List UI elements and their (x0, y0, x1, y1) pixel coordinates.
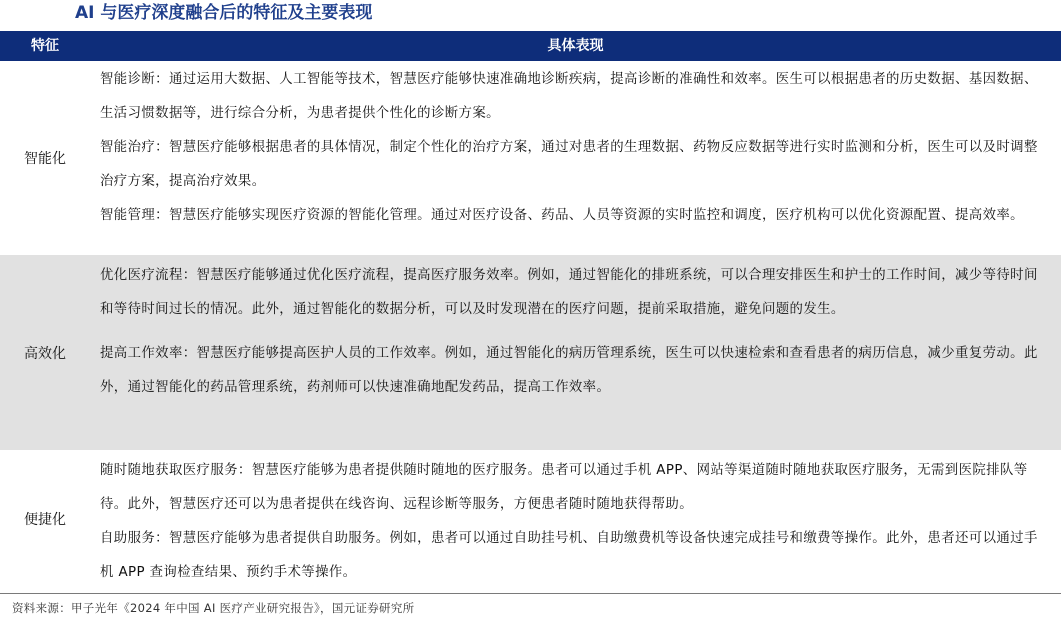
feature-cell: 高效化 (24, 345, 66, 362)
description-cell (100, 63, 1047, 233)
header-description: 具体表现 (547, 38, 604, 54)
table-header (0, 31, 1061, 61)
description-item: 优化医疗流程：智慧医疗能够通过优化医疗流程，提高医疗服务效率。例如，通过智能化的排班系统，可以合理安排医生和护士的工作时间，减少等待时间和等待时间过长的情况。此外，通过智能化的数据分析，可以及时发现潜在的医疗问题，提前采取措施，避免问题的发生。 (100, 268, 1038, 317)
feature-table (0, 31, 1061, 588)
description-item: 智能管理：智慧医疗能够实现医疗资源的智能化管理。通过对医疗设备、药品、人员等资源的实时监控和调度，医疗机构可以优化资源配置、提高效率。 (100, 208, 1024, 223)
description-item: 智能治疗：智慧医疗能够根据患者的具体情况，制定个性化的治疗方案，通过对患者的生理数据、药物反应数据等进行实时监测和分析，医生可以及时调整治疗方案，提高治疗效果。 (100, 140, 1038, 189)
feature-cell: 便捷化 (24, 512, 66, 528)
description-item: 自助服务：智慧医疗能够为患者提供自助服务。例如，患者可以通过自助挂号机、自助缴费机等设备快速完成挂号和缴费等操作。此外，患者还可以通过手机 APP 查询检查结果、预约手术等操作。 (100, 531, 1038, 580)
description-item: 提高工作效率：智慧医疗能够提高医护人员的工作效率。例如，通过智能化的病历管理系统，医生可以快速检索和查看患者的病历信息，减少重复劳动。此外，通过智能化的药品管理系统，药剂师可以快速准确地配发药品，提高工作效率。 (100, 346, 1038, 395)
feature-cell: 智能化 (24, 151, 66, 167)
table-row (0, 255, 1061, 450)
description-item: 智能诊断：通过运用大数据、人工智能等技术，智慧医疗能够快速准确地诊断疾病，提高诊断的准确性和效率。医生可以根据患者的历史数据、基因数据、生活习惯数据等，进行综合分析，为患者提供个性化的诊断方案。 (100, 72, 1038, 121)
table-row (0, 450, 1061, 588)
description-item: 随时随地获取医疗服务：智慧医疗能够为患者提供随时随地的医疗服务。患者可以通过手机 APP、网站等渠道随时随地获取医疗服务，无需到医院排队等待。此外，智慧医疗还可以为患者提供在线咨询、远程诊断等服务，方便患者随时随地获得帮助。 (100, 463, 1028, 512)
table-bottom-rule (0, 593, 1061, 594)
description-cell (100, 259, 1047, 405)
page-title: AI 与医疗深度融合后的特征及主要表现 (75, 3, 373, 23)
source-note: 资料来源：甲子光年《2024 年中国 AI 医疗产业研究报告》，国元证券研究所 (12, 601, 415, 615)
header-feature: 特征 (31, 38, 59, 54)
table-row (0, 61, 1061, 255)
description-cell (100, 454, 1047, 590)
